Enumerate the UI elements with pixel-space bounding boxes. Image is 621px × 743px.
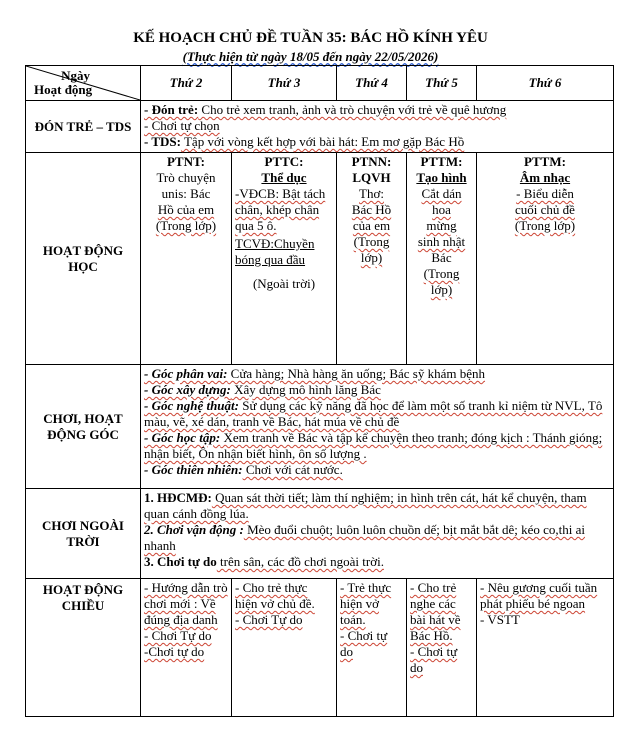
hdh-mon-head: PTNT: (166, 154, 206, 169)
chieu-wed-line: - Trẻ thực hiện vở toán. (340, 580, 392, 627)
hdh-thu-line: hoa (432, 202, 451, 217)
goc-item (144, 430, 610, 462)
hdh-tue-line: -VĐCB: Bật tách chân, khép chân qua 5 ô. (235, 186, 326, 233)
row-choi-ngoai-troi (26, 489, 614, 579)
goc-item-text: Xây dựng mô hình lăng Bác (230, 382, 381, 397)
goc-item-text: Cửa hàng; Nhà hàng ăn uống; Bác sỹ khám bệnh (227, 366, 486, 381)
ngoai-troi-item (144, 554, 610, 570)
day-header-tue: Thứ 3 (232, 66, 337, 101)
corner-bottom-label: Hoạt động (34, 82, 93, 97)
day-header-mon: Thứ 2 (141, 66, 232, 101)
goc-item-label: - Góc học tập: (144, 430, 221, 445)
hdh-thu-line: Bác (431, 250, 452, 265)
row-hoat-dong-hoc (26, 153, 614, 365)
chieu-mon-line: - Chơi Tự do (144, 628, 212, 643)
chieu-mon-line: -Chơi tự do (144, 644, 205, 659)
subtitle-text: (Thực hiện từ ngày 18/05 đến ngày 22/05/2026) (182, 49, 439, 64)
goc-item-label: - Góc nghệ thuật: (144, 398, 239, 413)
page-title: KẾ HOẠCH CHỦ ĐỀ TUẦN 35: BÁC HỒ KÍNH YÊU (133, 30, 488, 46)
hdh-wed-line: lớp) (360, 250, 383, 265)
hdh-mon (141, 153, 232, 365)
hdh-fri-line: (Trong lớp) (514, 218, 576, 233)
hdh-thu-line: mừng (426, 218, 457, 233)
chieu-thu-line: - Chơi tự do (410, 644, 458, 675)
goc-item (144, 382, 610, 398)
hdh-wed-head: PTNN: (351, 154, 392, 169)
hdh-mon-line: Hồ của em (157, 202, 215, 217)
choi-ngoai-troi-content (141, 489, 614, 579)
chieu-mon-line: - Hướng dẫn trò chơi mới : Về đúng địa danh (144, 580, 228, 627)
goc-item (144, 462, 610, 478)
goc-item-text: Xem tranh về Bác và tập kể chuyện theo tranh; đóng kịch : Thánh gióng; nhận biết, Ôn nhận biết hình, ôn số lượng . (144, 430, 603, 461)
goc-item (144, 366, 610, 382)
header-row (26, 66, 614, 101)
chieu-fri-line: - VSTT (480, 612, 520, 627)
chieu-fri-line: - Nêu gương cuối tuần phát phiếu bé ngoan (480, 580, 598, 611)
hdh-mon-line: Trò chuyện (156, 170, 216, 185)
hdh-wed-sub: LQVH (352, 170, 391, 185)
chieu-thu (407, 579, 477, 717)
ngoai-troi-text: Quan sát thời tiết; làm thí nghiệm; in hình trên cát, hát kể chuyện, tham quan cánh đồng lúa. (144, 490, 587, 521)
goc-item-text: Sử dụng các kỹ năng đã học để làm một số tranh kỉ niệm từ NVL, Tô màu, vẽ, xé dán, tranh về Bác, hát múa về chủ đề (144, 398, 603, 429)
corner-cell (26, 66, 141, 101)
tds-label: - TDS: (144, 134, 181, 149)
row-hoat-dong-chieu (26, 579, 614, 717)
don-tre-label: - Đón trẻ: (144, 102, 199, 117)
goc-item-text: Chơi với cát nước. (242, 462, 343, 477)
chieu-tue-line: - Chơi Tự do (235, 612, 303, 627)
hdh-fri-head: PTTM: (524, 154, 566, 169)
hdh-fri-line: - Biểu diễn (516, 186, 574, 201)
corner-top-label: Ngày (61, 68, 90, 83)
hdh-thu-line: Cắt dán (421, 186, 462, 201)
hdh-wed-line: (Trong (353, 234, 390, 249)
chieu-thu-line: - Cho trẻ nghe các bài hát về Bác Hồ. (410, 580, 461, 643)
don-tre-line-2: - Chơi tự chọn (144, 118, 220, 133)
chieu-wed (337, 579, 407, 717)
row-label-hoat-dong-hoc: HOẠT ĐỘNG HỌC (26, 153, 141, 365)
goc-item-label: - Góc thiên nhiên: (144, 462, 243, 477)
hdh-tue (232, 153, 337, 365)
ngoai-troi-label: 3. Chơi tự do (144, 554, 217, 569)
plan-table (25, 65, 614, 717)
chieu-mon (141, 579, 232, 717)
day-header-thu: Thứ 5 (407, 66, 477, 101)
hdh-fri-sub: Âm nhạc (519, 170, 571, 185)
choi-goc-content (141, 365, 614, 489)
don-tre-line-3 (144, 134, 610, 150)
hdh-wed (337, 153, 407, 365)
hdh-tue-line: (Ngoài trời) (252, 276, 316, 291)
row-label-choi-ngoai-troi: CHƠI NGOÀI TRỜI (26, 489, 141, 579)
hdh-thu-sub: Tạo hình (416, 170, 467, 185)
ngoai-troi-item (144, 490, 610, 522)
ngoai-troi-item (144, 522, 610, 554)
don-tre-text: Cho trẻ xem tranh, ảnh và trò chuyện với trẻ về quê hương (198, 102, 507, 117)
chieu-tue-line: - Cho trẻ thực hiện vở chủ đề. (235, 580, 315, 611)
hdh-mon-line: (Trong lớp) (155, 218, 217, 233)
row-label-don-tre: ĐÓN TRẺ – TDS (26, 101, 141, 153)
hdh-thu-line: (Trong (423, 266, 460, 281)
day-header-fri: Thứ 6 (477, 66, 614, 101)
hdh-tue-line: TCVĐ:Chuyền bóng qua đầu (235, 236, 315, 267)
hdh-fri (477, 153, 614, 365)
goc-item-label: - Góc xây dựng: (144, 382, 231, 397)
chieu-fri (477, 579, 614, 717)
ngoai-troi-text: Mèo đuổi chuột; luôn luôn chuồn dế; bịt mắt bắt dê; kéo co,thi ai nhanh (144, 522, 585, 553)
don-tre-line-1 (144, 102, 610, 118)
hdh-thu-line: lớp) (430, 282, 453, 297)
ngoai-troi-label: 1. HĐCMĐ: (144, 490, 212, 505)
goc-item (144, 398, 610, 430)
row-label-hoat-dong-chieu: HOẠT ĐỘNG CHIỀU (26, 579, 141, 717)
chieu-wed-line: - Chơi tự do (340, 628, 388, 659)
ngoai-troi-label: 2. Chơi vận động : (144, 522, 244, 537)
hdh-tue-sub: Thể dục (261, 170, 307, 185)
hdh-thu-head: PTTM: (420, 154, 463, 169)
hdh-wed-line: Bác Hồ (351, 202, 392, 217)
hdh-wed-line: Thơ: (359, 186, 384, 201)
hdh-tue-head: PTTC: (264, 154, 304, 169)
hdh-thu (407, 153, 477, 365)
chieu-tue (232, 579, 337, 717)
hdh-fri-line: cuối chủ đề (515, 202, 575, 217)
hdh-mon-line: unis: Bác (161, 186, 211, 201)
don-tre-content (141, 101, 614, 153)
hdh-thu-line: sinh nhật (417, 234, 466, 249)
day-header-wed: Thứ 4 (337, 66, 407, 101)
goc-item-label: - Góc phân vai: (144, 366, 228, 381)
row-don-tre (26, 101, 614, 153)
row-label-choi-goc: CHƠI, HOẠT ĐỘNG GÓC (26, 365, 141, 489)
hdh-wed-line: của em (352, 218, 391, 233)
page-subtitle (0, 49, 621, 65)
ngoai-troi-text: trên sân, các đồ chơi ngoài trời. (216, 554, 384, 569)
row-choi-goc (26, 365, 614, 489)
tds-text: Tập với vòng kết hợp với bài hát: Em mơ gặp Bác Hồ (180, 134, 465, 149)
